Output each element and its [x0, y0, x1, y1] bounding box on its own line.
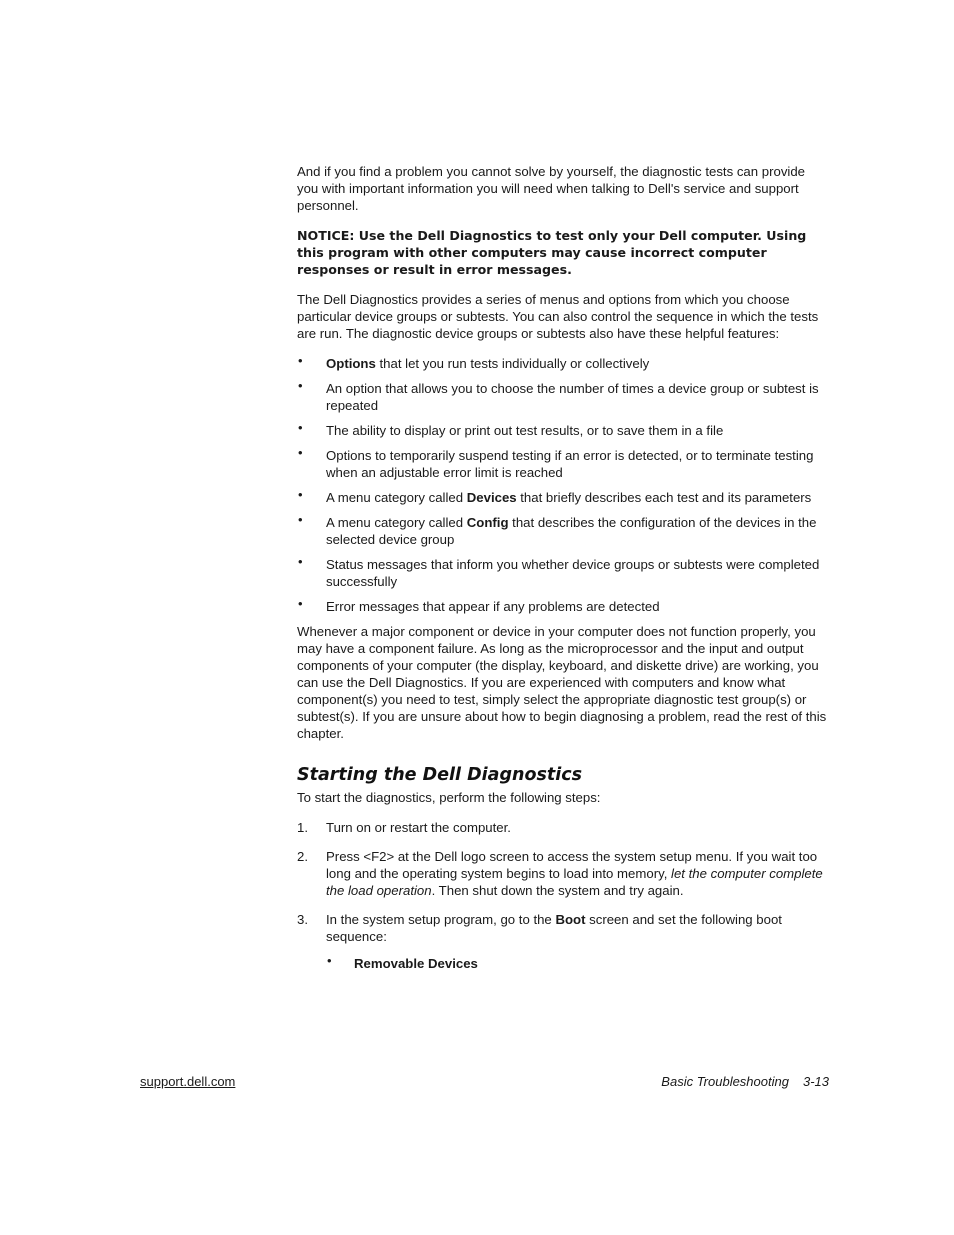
features-list: [297, 355, 829, 615]
page-number: 3-13: [802, 1074, 829, 1089]
list-item: [297, 598, 829, 615]
feature-bold-term: Options: [326, 356, 376, 371]
step-text: Press <F2> at the Dell logo screen to access the system setup menu. If you wait too long and the operating system begins to load into memory,: [326, 849, 818, 881]
list-item: [326, 955, 829, 972]
step-number: 1.: [297, 820, 308, 835]
step-text: screen and set the following boot sequence:: [326, 912, 782, 944]
intro-paragraph: And if you find a problem you cannot solve by yourself, the diagnostic tests can provide you with important information you will need when talking to Dell's service and support personnel.: [297, 164, 806, 213]
feature-text: The ability to display or print out test results, or to save them in a file: [326, 423, 724, 438]
steps-list: [297, 819, 829, 945]
bullet-icon: •: [298, 420, 303, 435]
page-content: [297, 163, 829, 972]
step-item: [297, 848, 829, 899]
notice-paragraph: NOTICE: Use the Dell Diagnostics to test only your Dell computer. Using this program with other computers may cause incorrect computer responses or result in error messages.: [297, 228, 807, 277]
feature-text: Status messages that inform you whether device groups or subtests were completed successfully: [326, 557, 820, 589]
feature-text: that briefly describes each test and its parameters: [516, 490, 812, 505]
step-text: Turn on or restart the computer.: [326, 820, 511, 835]
feature-bold-term: Config: [466, 515, 509, 530]
step-text: In the system setup program, go to the: [326, 912, 556, 927]
boot-sequence-list: [297, 955, 829, 972]
section-intro: To start the diagnostics, perform the following steps:: [297, 790, 601, 805]
feature-text: that describes the configuration of the devices in the selected device group: [326, 515, 817, 547]
chapter-title: Basic Troubleshooting: [661, 1074, 789, 1089]
list-item: [297, 447, 829, 481]
features-intro-paragraph: The Dell Diagnostics provides a series of menus and options from which you choose particular device groups or subtests. You can also control the sequence in which the tests are run. The diagnostic device groups or subtests also have these helpful features:: [297, 292, 819, 341]
bullet-icon: •: [298, 487, 303, 502]
list-item: [297, 422, 829, 439]
bullet-icon: •: [298, 596, 303, 611]
feature-text: Options to temporarily suspend testing if an error is detected, or to terminate testing when an adjustable error limit is reached: [326, 448, 814, 480]
step-italic-text: let the computer complete the load operation: [326, 866, 823, 898]
step-number: 2.: [297, 849, 308, 864]
bullet-icon: •: [327, 953, 332, 968]
feature-text: An option that allows you to choose the number of times a device group or subtest is repeated: [326, 381, 819, 413]
step-item: [297, 819, 829, 836]
feature-text: A menu category called: [326, 515, 467, 530]
list-item: [297, 489, 829, 506]
bullet-icon: •: [298, 512, 303, 527]
component-failure-paragraph: Whenever a major component or device in your computer does not function properly, you may have a component failure. As long as the microprocessor and the input and output components of your computer (the display, keyboard, and diskette drive) are working, you can use the Dell Diagnostics. If you are experienced with computers and know what component(s) you need to test, simply select the appropriate diagnostic test group(s) or subtest(s). If you are unsure about how to begin diagnosing a problem, read the rest of this chapter.: [297, 624, 827, 741]
step-item: [297, 911, 829, 945]
bullet-icon: •: [298, 353, 303, 368]
feature-bold-term: Devices: [466, 490, 517, 505]
page-footer: [640, 1074, 829, 1089]
step-bold-term: Boot: [555, 912, 586, 927]
feature-text: A menu category called: [326, 490, 467, 505]
section-heading: Starting the Dell Diagnostics: [297, 765, 583, 785]
step-text: . Then shut down the system and try again.: [431, 883, 684, 898]
step-number: 3.: [297, 912, 308, 927]
feature-text: that let you run tests individually or collectively: [375, 356, 650, 371]
bullet-icon: •: [298, 554, 303, 569]
bullet-icon: •: [298, 445, 303, 460]
boot-device-label: Removable Devices: [354, 956, 478, 971]
list-item: [297, 355, 829, 372]
list-item: [297, 380, 829, 414]
bullet-icon: •: [298, 378, 303, 393]
feature-text: Error messages that appear if any problems are detected: [326, 599, 660, 614]
support-link[interactable]: support.dell.com: [140, 1074, 236, 1089]
list-item: [297, 514, 829, 548]
list-item: [297, 556, 829, 590]
